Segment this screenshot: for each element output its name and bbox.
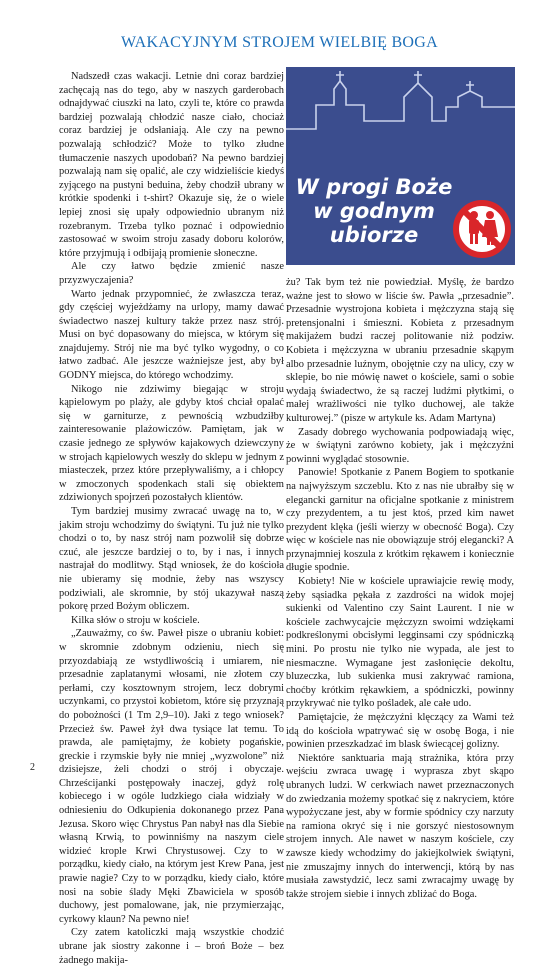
paragraph: Ale czy łatwo będzie zmienić nasze przyzwyczajenia?	[59, 261, 284, 286]
paragraph: żu? Tak bym też nie powiedział. Myślę, że bardzo ważne jest to słowo w liście św. Pawła „przesadnie”. Przesadnie wystrojona kobieta i mężczyzna stają się pretensjonalni i śmieszni. Kobieta z przesadnym makijażem budzi raczej politowanie niż podziw. Kobieta i mężczyzna w ubraniu przesadnie skąpym albo przesadnie luźnym, obojętnie czy na ulicy, czy w sklepie, bo nie mówię nawet o kościele, sami o sobie wydają świadectwo, że są raczej ludźmi płytkimi, o małej wrażliwości nie tylko duchowej, ale także kulturowej.” (pisze w artykule ks. Adam Martyna)	[286, 277, 514, 424]
banner-line-2: w godnym	[313, 199, 435, 223]
paragraph: Kilka słów o stroju w kościele.	[71, 614, 200, 626]
paragraph: Zasady dobrego wychowania podpowiadają więc, że w świątyni zarówno kobiety, jak i mężczyźni powinni wyglądać stosownie.	[286, 426, 514, 465]
paragraph: Pamiętajcie, że mężczyźni klęczący za Wami też idą do kościoła wpatrywać się w osobę Boga, i nie powinien przeszkadzać im blask świecącej golizny.	[286, 712, 514, 751]
paragraph: Nikogo nie zdziwimy biegając w stroju kąpielowym po plaży, ale gdyby ktoś chciał opalać się w garniturze, z pewnością wzbudziłby zainteresowanie plażowiczów. Pamiętam, jak w czasie jednego ze spływów kajakowych dziewczyny w strojach kąpielowych weszły do sklepu w jednym z miasteczek, przez które przepływaliśmy, a i chłopcy w zmoczonych spodenkach stali się obiektem zdziwionych spojrzeń pozostałych klientów.	[59, 383, 284, 504]
paragraph: Warto jednak przypomnieć, że zwłaszcza teraz, gdy częściej wyjeżdżamy na urlopy, mamy dawać świadectwo naszej kultury także przez nasz strój. Musi on być dopasowany do miejsca, w którym się znajdujemy. Strój nie ma być tylko wygodny, o co łatwo zadbać. Ale jeszcze ważniejsze jest, aby był GODNY miejsca, do którego wchodzimy.	[59, 288, 284, 382]
paragraph: Panowie! Spotkanie z Panem Bogiem to spotkanie na najwyższym szczeblu. Kto z nas nie ubrałby się w elegancki garnitur na oficjalne spotkanie z ministrem czy prezydentem, a tu jest ktoś, przed kim nawet prezydent klęka (jeśli wierzy w obecność Boga). Czy więc w kościele nas nie obowiązuje strój elegancki? A przynajmniej koszula z krótkim rękawem i koniecznie długie spodnie.	[286, 467, 514, 574]
paragraph: Czy zatem katoliczki mają wszystkie chodzić ubrane jak siostry zakonne i – broń Boże – bez żadnego makija-	[59, 927, 284, 966]
page-number: 2	[30, 762, 35, 773]
paragraph: Niektóre sanktuaria mają strażnika, która przy wejściu zwraca uwagę i wyprasza zbyt skąpo ubranych ludzi. W cerkwiach nawet przeznaczonych do zwiedzania możemy spotkać się z nakryciem, które wypożyczane jest, aby w formie spódnicy czy narzuty na ramiona okryć się i nie gorszyć niestosownym strojem innych. Ale nawet w naszym kościele, czy zawsze kiedy wchodzimy do jakiejkolwiek świątyni, nie zmuszajmy innych do interwencji, którą by nas musiała zawstydzić, lecz sami zwracajmy uwagę by także strojem siebie i innych zbliżać do Boga.	[286, 752, 514, 900]
banner-image	[286, 67, 515, 265]
paragraph: Nadszedł czas wakacji. Letnie dni coraz bardziej zachęcają nas do tego, aby w naszych garderobach odnajdywać ciuszki na lato, czyli te, które co prawda bardziej pozwalają chłodzić nasze ciało, chociaż coraz bardziej je odsłaniają. Ale czy na pewno pozwalają schłodzić? Może to tylko złudne tłumaczenie naszych upodobań? Na pewno bardziej pozwalają nam się opalić, ale czy widzieliście kiedyś zyjącego na pustyni beduina, żeby chodził ubrany w krótkie spodenki i t-shirt? Okazuje się, że o wiele lepiej znosi się upały odpowiednio ubranym niż rozebranym. Trzeba tylko poznać i odpowiednio zastosować w swoim stroju zasady doboru kolorów, które przyjmują i odbijają promienie słoneczne.	[59, 71, 284, 259]
banner-caption	[294, 175, 454, 247]
paragraph: Tym bardziej musimy zwracać uwagę na to, w jakim stroju wchodzimy do świątyni. Tu już nie tylko chodzi o to, by nasz strój nam pozwolił się dobrze czuć, ale jeszcze bardziej o to, by i nas, i innych nastrajał do modlitwy. Stąd wniosek, że do kościoła nie ubieramy się modnie, żeby nas wszyscy podziwiali, ale skromnie, by stój ukazywał naszą pokorę przed Bożym obliczem.	[59, 506, 284, 613]
banner-line-3: ubiorze	[329, 223, 419, 247]
right-column	[286, 276, 514, 901]
banner-line-1: W progi Boże	[295, 175, 453, 199]
quote-paragraph: „Zauważmy, co św. Paweł pisze o ubraniu kobiet: w skromnie zdobnym odzieniu, niech się przyozdabiają ze wstydliwością i umiarem, nie przesadnie zaplatanymi włosami, nie złotem czy perłami, czy kosztownym strojem, lecz dobrymi uczynkami, co przystoi kobietom, które się przyznają do pobożności (1 Tm 2,9–10). Jaki z tego wniosek? Przecież św. Paweł żył dwa tysiące lat temu. To prawda, ale pamiętajmy, że kobiety pogańskie, greckie i rzymskie były nie mniej „wyzwolone” niż dzisiejsze, żeli chodzi o strój i obyczaje. Chrześcijanki postępowały inaczej, gdyż rolę kobiecego i w ogóle ludzkiego ciała widziały w odniesieniu do Odkupienia dokonanego przez Pana Jezusa. Skoro więc Chrystus Pan nabył nas dla Siebie własną Krwią, to powinniśmy na naszym ciele widzieć krople Krwi Chrystusowej. Czy to w porządku, kiedy ciało, na którym jest Krew Pana, jest prawie nagie? Czy to w porządku, kiedy ciało, które nosi na sobie ślady Męki Zbawiciela w sposób duchowy, jest pomalowane, jak, nie przymierzając, cyrkowy klaun? Na pewno nie!	[59, 628, 284, 925]
left-column	[59, 70, 284, 967]
article-title: WAKACYJNYM STROJEM WIELBIĘ BOGA	[120, 34, 438, 51]
paragraph: Kobiety! Nie w kościele uprawiajcie rewię mody, żeby sąsiadka pękała z zazdrości na widok mojej sukienki od Valentino czy Saint Laurent. I nie w kościele zachwycajcie mężczyzn swoimi wdziękami podkreślonymi obcisłymi legginsami czy spódniczką mini. Po prostu nie tylko nie wypada, ale jest to niesmaczne. Wymagane jest zasłonięcie dekoltu, bluzeczka, lub sukienka musi zakrywać ramiona, choćby krótkim rękawkiem, a spódniczki, powinny przykrywać nie tylko pośladek, ale całe udo.	[286, 576, 514, 710]
